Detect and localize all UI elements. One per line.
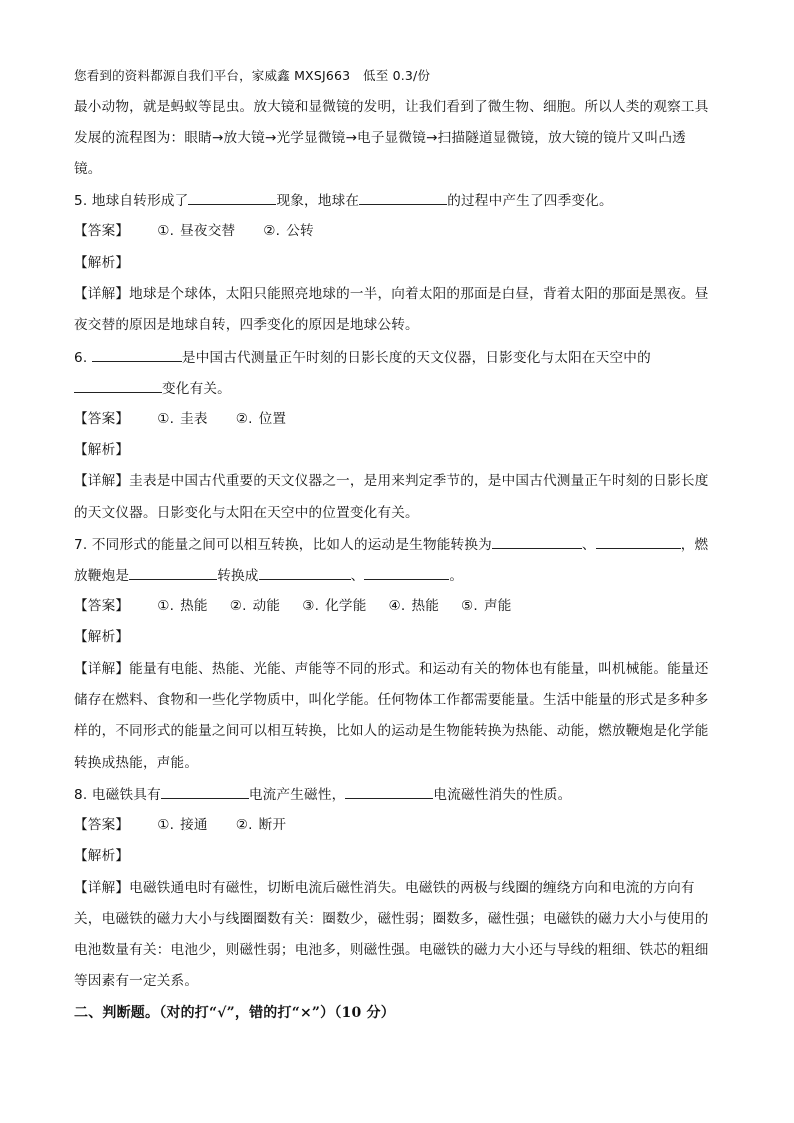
q6-prefix: 6. [74,350,92,366]
q5-blank-2 [359,190,447,205]
q8-detail-line-2: 关，电磁铁的磁力大小与线圈圈数有关：圈数少，磁性弱；圈数多，磁性强；电磁铁的磁力大小与使用的 [74,911,709,927]
q5-answer-1: 昼夜交替 [180,223,236,239]
q5-analysis-label: 【解析】 [74,255,130,271]
q6-answer-1: 圭表 [180,411,208,427]
section-2-title: 二、判断题。（对的打“√”，错的打“×”）（10 分） [74,1005,395,1021]
intro-line-3: 镜。 [74,161,102,177]
q8-answer [74,815,724,835]
q7-answer-3-num: ③. [302,598,320,614]
q7-sep-1: 、 [581,537,596,553]
question-6 [74,347,724,368]
q7-sep-2: 、 [350,568,365,584]
q5-answer-label: 【答案】 [74,223,130,239]
q8-answer-2-num: ②. [235,817,253,833]
q7-analysis-label: 【解析】 [74,629,130,645]
q5-answer [74,221,724,241]
q7-end: 。 [449,568,464,584]
q6-suffix: 变化有关。 [162,381,231,397]
q8-answer-1: 接通 [180,817,208,833]
q8-blank-1 [161,784,249,799]
q7-answer-5-num: ⑤. [461,598,478,614]
q6-detail-line-1: 【详解】圭表是中国古代重要的天文仪器之一，是用来判定季节的，是中国古代测量正午时刻的日影长度 [74,473,709,489]
q5-detail-line-1: 【详解】地球是个球体，太阳只能照亮地球的一半，向着太阳的那面是白昼，背着太阳的那面是黑夜。昼 [74,286,709,302]
q7-blank-4 [259,565,351,580]
q6-analysis-label: 【解析】 [74,442,130,458]
q6-detail-line-2: 的天文仪器。日影变化与太阳在天空中的位置变化有关。 [74,505,419,521]
q8-detail-line-4: 等因素有一定关系。 [74,973,199,989]
q5-prefix: 5. 地球自转形成了 [74,193,189,209]
q8-suffix: 电流磁性消失的性质。 [433,787,572,803]
q5-answer-2-num: ②. [263,223,281,239]
q6-answer-label: 【答案】 [74,411,130,427]
q6-blank-2 [74,378,162,393]
q7-answer-4-num: ④. [388,598,406,614]
q6-answer [74,409,724,429]
q7-answer-label: 【答案】 [74,598,130,614]
q7-answer-3: 化学能 [325,598,367,614]
q5-answer-2: 公转 [286,223,314,239]
q5-suffix: 的过程中产生了四季变化。 [447,193,613,209]
q6-blank-1 [92,347,182,362]
q8-prefix: 8. 电磁铁具有 [74,787,161,803]
q7-blank-1 [492,534,582,549]
q8-mid: 电流产生磁性， [248,787,346,803]
q7-detail-line-1: 【详解】能量有电能、热能、光能、声能等不同的形式。和运动有关的物体也有能量，叫机械能。能量还 [74,661,709,677]
q5-answer-1-num: ①. [157,223,175,239]
question-6-line-2 [74,378,724,399]
q8-detail-line-1: 【详解】电磁铁通电时有磁性，切断电流后磁性消失。电磁铁的两极与线圈的缠绕方向和电流的方向有 [74,880,695,896]
question-8 [74,784,724,805]
question-7 [74,534,724,555]
q7-answer-1-num: ①. [157,598,175,614]
q7-answer-4: 热能 [411,598,440,614]
q7-line2-prefix: 放鞭炮是 [74,568,130,584]
q7-detail-line-4: 转换成热能，声能。 [74,755,199,771]
intro-line-1: 最小动物，就是蚂蚁等昆虫。放大镜和显微镜的发明，让我们看到了微生物、细胞。所以人类的观察工具 [74,99,709,115]
q6-mid: 是中国古代测量正午时刻的日影长度的天文仪器，日影变化与太阳在天空中的 [181,350,651,366]
q7-prefix: 7. 不同形式的能量之间可以相互转换，比如人的运动是生物能转换为 [74,537,492,553]
q5-detail-line-2: 夜交替的原因是地球自转，四季变化的原因是地球公转。 [74,317,419,333]
q8-answer-2: 断开 [258,817,287,833]
q8-detail-line-3: 电池数量有关：电池少，则磁性弱；电池多，则磁性强。电磁铁的磁力大小还与导线的粗细、铁芯的粗细 [74,942,709,958]
question-7-line-2 [74,565,724,586]
q8-answer-1-num: ①. [157,817,175,833]
q6-answer-2: 位置 [258,411,287,427]
q5-mid: 现象，地球在 [276,193,360,209]
q7-answer-1: 热能 [180,598,208,614]
q7-detail-line-3: 样的，不同形式的能量之间可以相互转换，比如人的运动是生物能转换为热能、动能，燃放鞭炮是化学能 [74,723,709,739]
q5-blank-1 [188,190,276,205]
question-5 [74,190,724,211]
intro-line-2: 发展的流程图为：眼睛→放大镜→光学显微镜→电子显微镜→扫描隧道显微镜，放大镜的镜片又叫凸透 [74,130,686,146]
q7-answer-2-num: ②. [229,598,247,614]
q8-answer-label: 【答案】 [74,817,130,833]
q7-answer-2: 动能 [252,598,281,614]
q7-blank-3 [129,565,217,580]
q8-blank-2 [345,784,433,799]
promo-header: 您看到的资料都源自我们平台，家威鑫 MXSJ663 低至 0.3/份 [74,68,431,83]
q7-line2-mid: 转换成 [217,568,259,584]
q7-answer [74,596,724,616]
q7-blank-5 [364,565,449,580]
q6-answer-1-num: ①. [157,411,175,427]
q8-analysis-label: 【解析】 [74,848,130,864]
q7-blank-2 [596,534,681,549]
q7-answer-5: 声能 [483,598,512,614]
q7-suffix-1: ，燃 [680,537,709,553]
q6-answer-2-num: ②. [235,411,253,427]
q7-detail-line-2: 储存在燃料、食物和一些化学物质中，叫化学能。任何物体工作都需要能量。生活中能量的形式是多种多 [74,692,709,708]
